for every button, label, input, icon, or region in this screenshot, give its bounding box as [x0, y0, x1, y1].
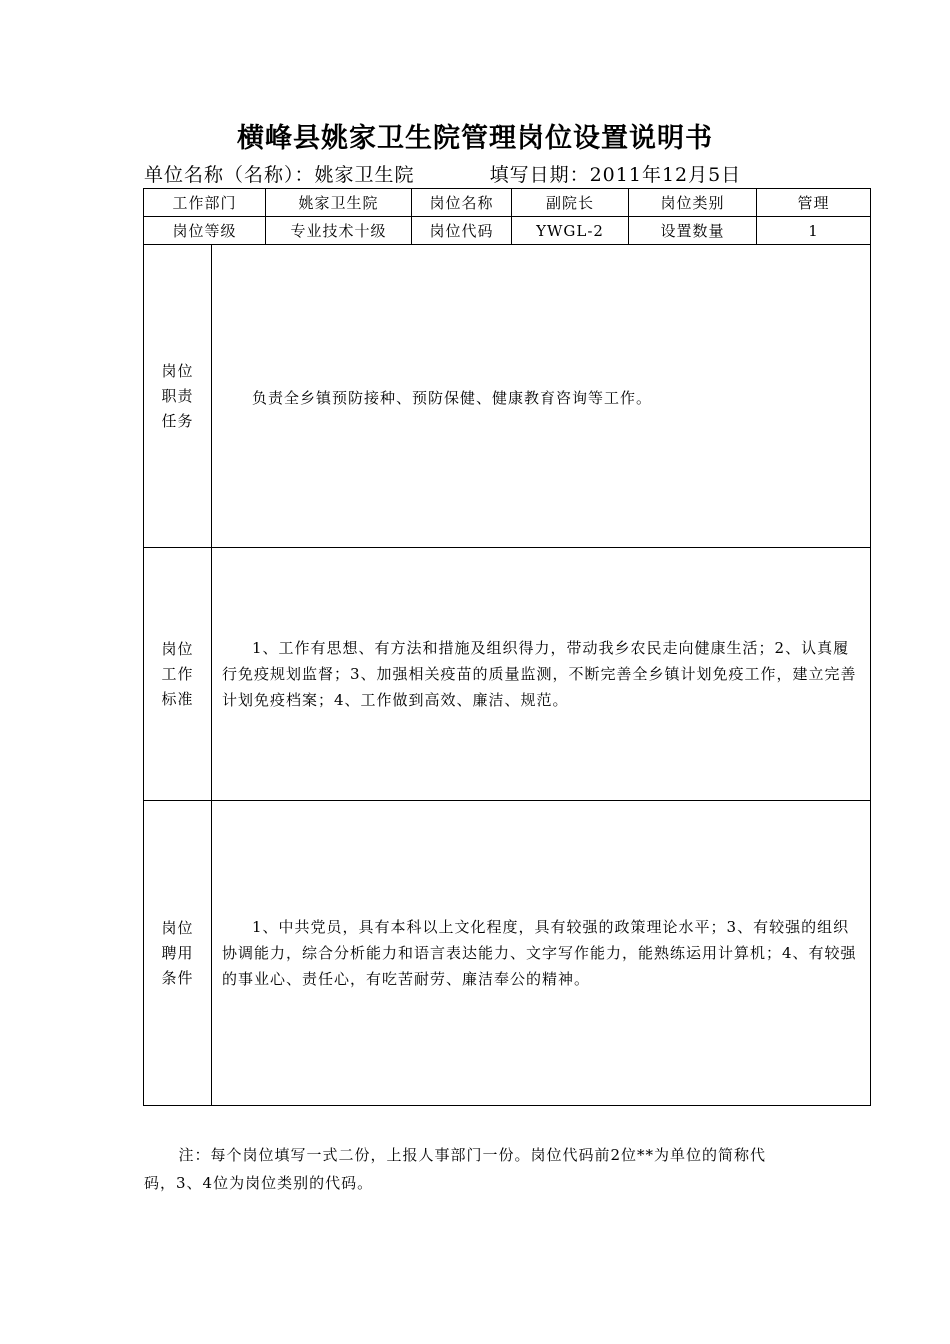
post-description-table	[143, 188, 871, 1106]
unit-label: 单位名称（名称）：	[144, 164, 315, 186]
date-label: 填写日期：	[489, 164, 590, 186]
code-value: YWGL-2	[512, 217, 629, 245]
post-name-label: 岗位名称	[412, 189, 512, 217]
standards-row	[144, 548, 871, 801]
grade-label: 岗位等级	[144, 217, 266, 245]
footnote-line-2: 码，3、4位为岗位类别的代码。	[144, 1174, 374, 1192]
grade-value: 专业技术十级	[266, 217, 412, 245]
standards-text: 1、工作有思想、有方法和措施及组织得力，带动我乡农民走向健康生活；2、认真履行免疫规划监督；3、加强相关疫苗的质量监测，不断完善全乡镇计划免疫工作，建立完善计划免疫档案；4、工作做到高效、廉洁、规范。	[212, 548, 871, 801]
conditions-label: 岗位 聘用 条件	[144, 801, 212, 1106]
document-title: 横峰县姚家卫生院管理岗位设置说明书	[237, 123, 713, 154]
date-value: 2011年12月5日	[589, 164, 742, 186]
count-label: 设置数量	[629, 217, 757, 245]
dept-value: 姚家卫生院	[266, 189, 412, 217]
dept-label: 工作部门	[144, 189, 266, 217]
count-value: 1	[757, 217, 871, 245]
code-label: 岗位代码	[412, 217, 512, 245]
duties-row	[144, 245, 871, 548]
table-row	[144, 217, 871, 245]
post-name-value: 副院长	[512, 189, 629, 217]
unit-value: 姚家卫生院	[314, 164, 415, 186]
table-row	[144, 189, 871, 217]
post-type-value: 管理	[757, 189, 871, 217]
conditions-row	[144, 801, 871, 1106]
duties-text: 负责全乡镇预防接种、预防保健、健康教育咨询等工作。	[212, 245, 871, 548]
footnote-line-1: 注：每个岗位填写一式二份，上报人事部门一份。岗位代码前2位**为单位的简称代	[178, 1146, 767, 1164]
footnote	[144, 1141, 824, 1197]
post-type-label: 岗位类别	[629, 189, 757, 217]
header-info	[144, 160, 741, 187]
conditions-text: 1、中共党员，具有本科以上文化程度，具有较强的政策理论水平；3、有较强的组织协调能力，综合分析能力和语言表达能力、文字写作能力，能熟练运用计算机；4、有较强的事业心、责任心，有吃苦耐劳、廉洁奉公的精神。	[212, 801, 871, 1106]
standards-label: 岗位 工作 标准	[144, 548, 212, 801]
duties-label: 岗位 职责 任务	[144, 245, 212, 548]
